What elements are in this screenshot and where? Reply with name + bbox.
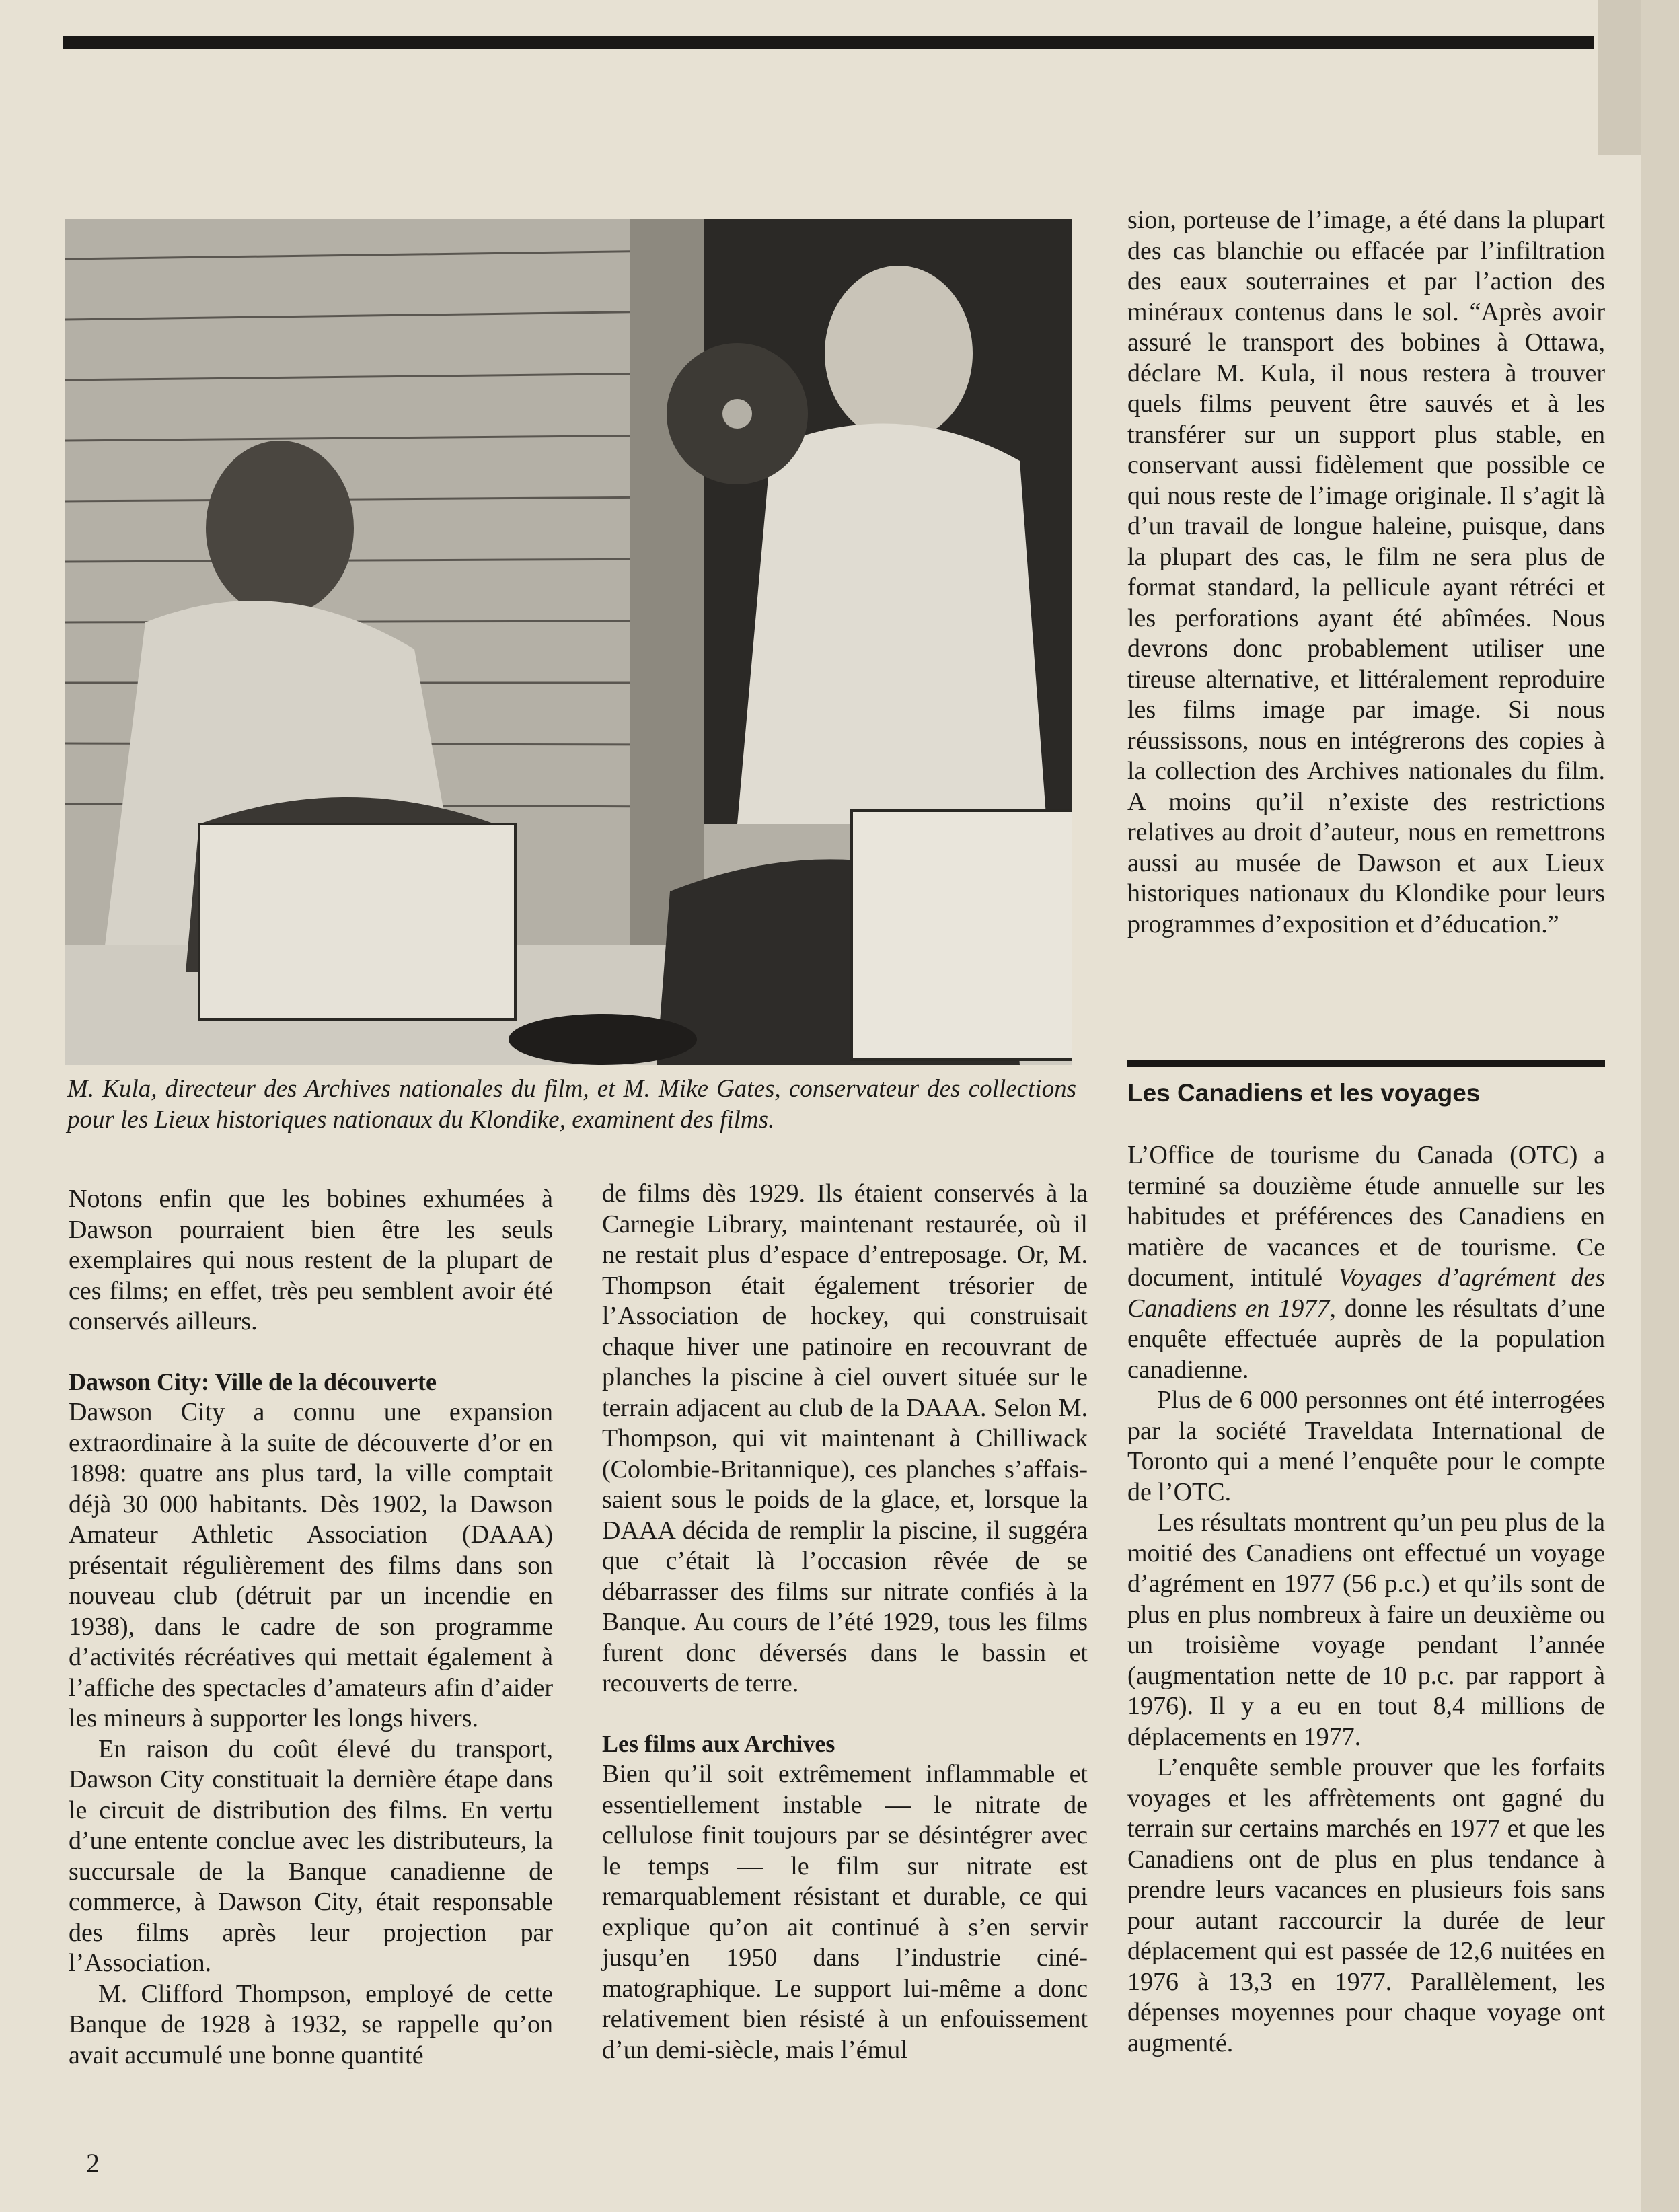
paragraph: Dawson City a connu une expansion extraordinaire à la suite de découverte d’or en 1898: quatre ans plus tard, la ville comptait déjà 30 000 habitants. Dès 1902, la Dawson Amateur Athletic Association (DAAA) présentait régulièrement des films dans son nouveau club (détruit par un incendie en 1938), dans le cadre de son programme d’activités récréatives qui mettait également à l’affiche des spectacles d’amateurs afin d’aider les mineurs à supporter les longs hivers. xyxy=(69,1398,553,1732)
paragraph: Les résultats montrent qu’un peu plus de la moitié des Canadiens ont effectué un voyage d’agrément en 1977 (56 p.c.) et qu’ils sont de plus en plus nombreux à faire un deuxième ou un troisième voyage pendant l’année (augmentation nette de 10 p.c. par rapport à 1976). Il y a eu en tout 8,4 millions de déplacements en 1977. xyxy=(1127,1508,1605,1751)
paragraph: de films dès 1929. Ils étaient conservés à la Carnegie Library, maintenant restaurée, où il ne restait plus d’espace d’entreposage. Or, M. Thompson était également trésorier de l’Association de hockey, qui construisait chaque hiver une patinoire en recouvrant de planches la piscine à ciel ouvert située sur le terrain adjacent au club de la DAAA. Selon M. Thompson, qui vit maintenant à Chilliwack (Colombie-Britannique), ces planches s’affaissaient sous le poids de la glace, et, lorsque la DAAA décida de remplir la piscine, il suggéra que c’était là l’occasion rêvée de se débarrasser des films sur nitrate confiés à la Banque. Au cours de l’été 1929, tous les films furent donc déversés dans le bassin et recouverts de terre. xyxy=(602,1179,1088,1697)
column-3-section xyxy=(1127,1140,1605,2059)
top-rule xyxy=(63,36,1594,49)
photo-film-examination xyxy=(65,219,1072,1065)
section-title: Les Canadiens et les voyages xyxy=(1127,1079,1481,1107)
photo-caption: M. Kula, directeur des Archives nationales du film, et M. Mike Gates, conservateur des collections pour les Lieux historiques nationaux du Klondike, examinent des films. xyxy=(67,1075,1076,1134)
section-heading: Les films aux Archives xyxy=(602,1730,835,1757)
paragraph: M. Clifford Thompson, employé de cette Banque de 1928 à 1932, se rappelle qu’on avait accumulé une bonne quantité xyxy=(69,1979,553,2069)
column-2 xyxy=(602,1179,1088,2065)
document-title: Voyages d’agrément des Canadiens en 1977, xyxy=(1127,1263,1605,1323)
page-edge xyxy=(1641,0,1679,2212)
column-3 xyxy=(1127,205,1605,940)
text-span: L’Office de tourisme du Canada (OTC) a terminé sa douzième étude annuelle sur les habitudes et préférences des Canadiens en matière de vacances et de tourisme. Ce document, intitulé xyxy=(1127,1141,1605,1292)
paragraph: L’enquête semble prouver que les forfaits voyages et les affrètements ont gagné du terrain sur certains marchés en 1977 et que les Canadiens ont de plus en plus tendance à prendre leurs vacances en plusieurs fois sans pour autant raccourcir la durée de leur déplacement qui est passée de 12,6 nuitées en 1976 à 13,3 en 1977. Parallèlement, les dépenses moyennes pour chaque voyage ont augmenté. xyxy=(1127,1753,1605,2057)
text-span: donne les résultats d’une enquête effectuée auprès de la population canadienne. xyxy=(1127,1294,1605,1384)
section-rule xyxy=(1127,1060,1605,1067)
page-edge-tab xyxy=(1598,0,1641,155)
column-1 xyxy=(69,1184,553,2071)
page-number: 2 xyxy=(86,2148,100,2178)
paragraph: sion, porteuse de l’image, a été dans la plupart des cas blanchie ou effacée par l’infiltration des eaux souterraines et par l’action des minéraux contenus dans le sol. “Après avoir assuré le transport des bobines à Ottawa, déclare M. Kula, il nous restera à trouver quels films peuvent être sauvés et à les transférer sur un support plus stable, en conservant aussi fidèlement que possible ce qui nous reste de l’image originale. Il s’agit là d’un travail de longue haleine, puisque, dans la plupart des cas, le film ne sera plus de format standard, la pellicule ayant rétréci et les perforations ayant été abîmées. Nous devrons donc probablement utiliser une tireuse alternative, et littéralement reproduire les films image par image. Si nous réussissons, nous en intégrerons des copies à la collection des Archives nationales du film. A moins qu’il n’existe des restrictions relatives au droit d’auteur, nous en remettrons aussi au musée de Dawson et aux Lieux historiques nationaux du Klondike pour leurs programmes d’exposition et d’éducation.” xyxy=(1127,206,1605,938)
photo-illustration xyxy=(65,219,1072,1065)
paragraph: Plus de 6 000 personnes ont été interrogées par la société Traveldata International de Toronto qui a mené l’enquête pour le compte de l’OTC. xyxy=(1127,1386,1605,1506)
paragraph: Notons enfin que les bobines exhumées à Dawson pourraient bien être les seuls exemplaires qui nous restent de la plupart de ces films; en effet, très peu semblent avoir été conservés ailleurs. xyxy=(69,1185,553,1335)
section-heading: Dawson City: Ville de la découverte xyxy=(69,1368,437,1395)
paragraph xyxy=(1127,1140,1605,1385)
paragraph: En raison du coût élevé du transport, Dawson City constituait la dernière étape dans le circuit de distribution des films. En vertu d’une entente conclue avec les distributeurs, la succursale de la Banque canadienne de commerce, à Dawson City, était responsable des films après leur projection par l’Association. xyxy=(69,1734,553,1977)
paragraph: Bien qu’il soit extrêmement inflammable et essentiellement instable — le nitrate de cellulose finit toujours par se désintégrer avec le temps — le film sur nitrate est remarquablement résistant et durable, ce qui explique qu’on ait continué à s’en servir jusqu’en 1950 dans l’industrie cinématographique. Le support lui-même a donc relativement bien résisté à un enfouissement d’un demi-siècle, mais l’émul xyxy=(602,1760,1088,2064)
